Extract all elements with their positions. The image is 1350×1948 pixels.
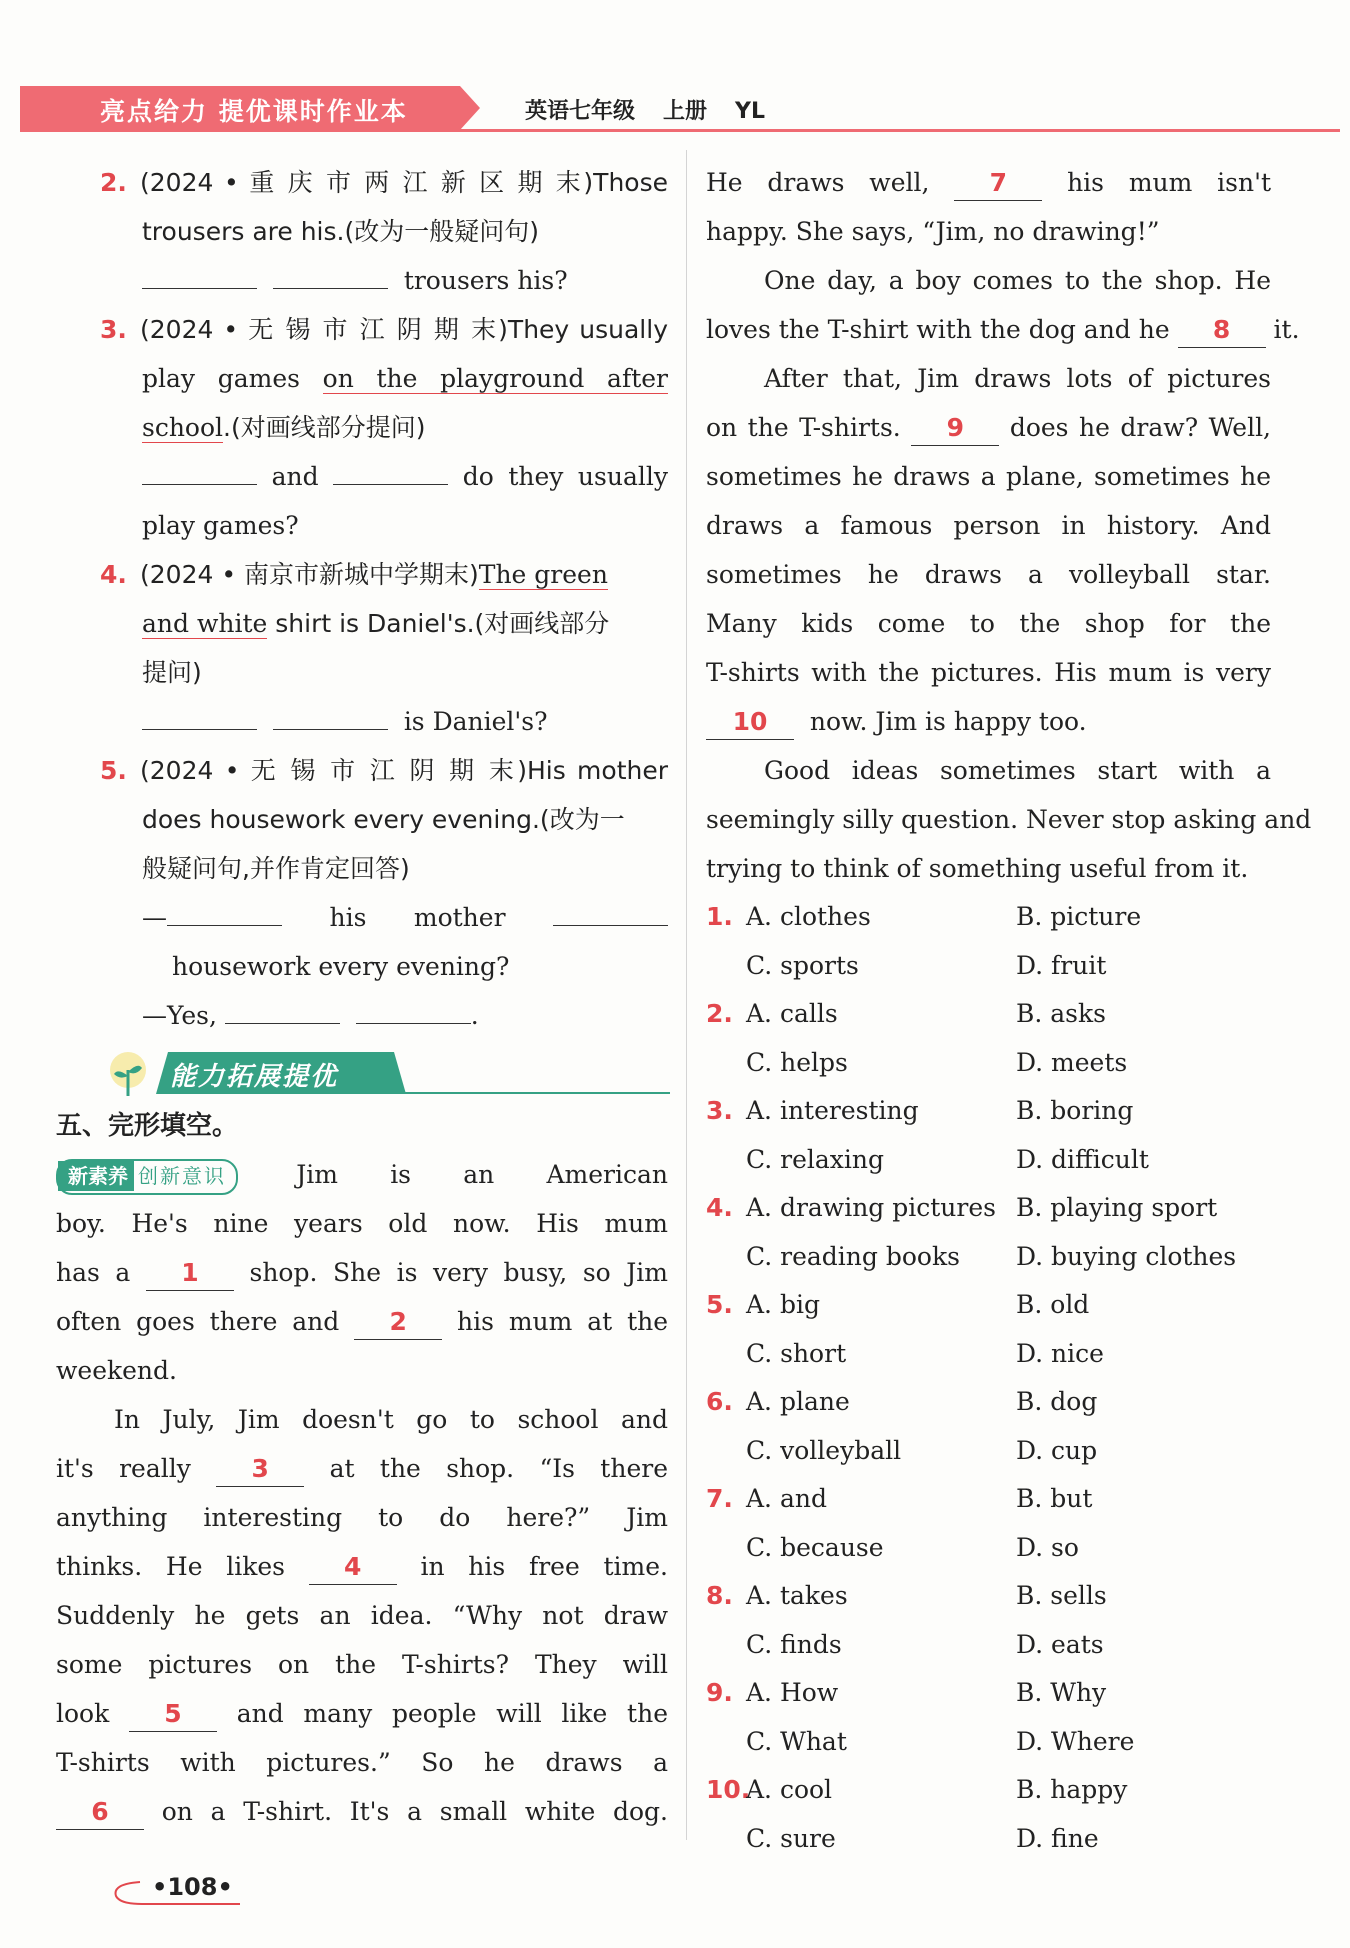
question-2-line-1: 2. (2024 • 重 庆 市 两 江 新 区 期 末)Those bbox=[100, 158, 668, 207]
option-row bbox=[706, 1524, 1271, 1573]
option-row bbox=[706, 1281, 1271, 1330]
question-3-line-5: play games? bbox=[142, 511, 299, 540]
cloze-blank-8[interactable]: 8 bbox=[1178, 313, 1266, 348]
option-a[interactable]: A. How bbox=[746, 1678, 839, 1707]
passage-line: boy. He's nine years old now. His mum bbox=[56, 1209, 668, 1238]
option-row bbox=[706, 1087, 1271, 1136]
question-number: 4. bbox=[100, 560, 127, 589]
passage-line: Suddenly he gets an idea. “Why not draw bbox=[56, 1601, 668, 1630]
option-a[interactable]: A. big bbox=[746, 1290, 820, 1319]
question-3-line-3: school.(对画线部分提问) bbox=[142, 413, 426, 442]
passage-line: 新素养 创新意识 Jim is an American bbox=[56, 1150, 668, 1199]
option-row bbox=[706, 1815, 1271, 1864]
passage-line: 6 on a T-shirt. It's a small white dog. bbox=[56, 1787, 668, 1836]
option-number: 4. bbox=[706, 1193, 733, 1222]
question-5-line-1: 5. (2024 • 无 锡 市 江 阴 期 末)His mother bbox=[100, 746, 668, 795]
passage-line: One day, a boy comes to the shop. He bbox=[764, 266, 1271, 295]
answer-blank[interactable] bbox=[273, 258, 388, 289]
option-number: 10. bbox=[706, 1775, 751, 1804]
option-row bbox=[706, 942, 1271, 991]
option-d[interactable]: D. meets bbox=[1016, 1047, 1128, 1077]
passage-line: After that, Jim draws lots of pictures bbox=[764, 364, 1271, 393]
underlined-text: The green bbox=[478, 560, 608, 589]
header-info bbox=[525, 94, 793, 125]
option-a[interactable]: A. and bbox=[746, 1484, 827, 1513]
option-row bbox=[706, 893, 1271, 942]
passage-line: happy. She says, “Jim, no drawing!” bbox=[706, 217, 1160, 246]
answer-blank[interactable] bbox=[142, 699, 257, 730]
cloze-blank-3[interactable]: 3 bbox=[216, 1452, 304, 1487]
option-b[interactable]: B. dog bbox=[1016, 1387, 1098, 1416]
option-d[interactable]: D. fine bbox=[1016, 1823, 1099, 1853]
option-number: 3. bbox=[706, 1096, 733, 1125]
option-c[interactable]: C. short bbox=[746, 1338, 847, 1368]
option-row bbox=[706, 1136, 1271, 1185]
option-c[interactable]: C. relaxing bbox=[746, 1144, 884, 1174]
header-divider bbox=[20, 129, 1340, 132]
option-a[interactable]: A. takes bbox=[746, 1581, 848, 1610]
cloze-blank-2[interactable]: 2 bbox=[354, 1305, 442, 1340]
passage-line: some pictures on the T-shirts? They will bbox=[56, 1650, 668, 1679]
banner-underline bbox=[390, 1092, 670, 1094]
passage-line: has a 1 shop. She is very busy, so Jim bbox=[56, 1248, 668, 1297]
option-row bbox=[706, 1427, 1271, 1476]
page-header bbox=[20, 86, 1340, 132]
option-a[interactable]: A. cool bbox=[746, 1775, 833, 1804]
question-5-line-5: housework every evening? bbox=[172, 952, 510, 981]
option-row bbox=[706, 1766, 1271, 1815]
passage-line: trying to think of something useful from it. bbox=[706, 854, 1249, 883]
option-row bbox=[706, 1184, 1271, 1233]
question-2-line-2: trousers are his.(改为一般疑问句) bbox=[142, 217, 539, 246]
question-number: 5. bbox=[100, 756, 127, 785]
question-number: 2. bbox=[100, 168, 127, 197]
answer-blank[interactable] bbox=[356, 993, 471, 1024]
cloze-blank-7[interactable]: 7 bbox=[954, 166, 1042, 201]
section-banner bbox=[100, 1046, 668, 1102]
option-row bbox=[706, 1572, 1271, 1621]
option-c[interactable]: C. volleyball bbox=[746, 1435, 902, 1465]
answer-blank[interactable] bbox=[167, 895, 282, 926]
option-b[interactable]: B. boring bbox=[1016, 1096, 1134, 1125]
option-c[interactable]: C. sports bbox=[746, 950, 859, 980]
answer-blank[interactable] bbox=[142, 258, 257, 289]
passage-line: on the T-shirts. 9 does he draw? Well, bbox=[706, 403, 1271, 452]
option-c[interactable]: C. reading books bbox=[746, 1241, 960, 1271]
answer-blank[interactable] bbox=[225, 993, 340, 1024]
option-row bbox=[706, 1378, 1271, 1427]
cloze-blank-9[interactable]: 9 bbox=[911, 411, 999, 446]
option-number: 7. bbox=[706, 1484, 733, 1513]
option-row bbox=[706, 1621, 1271, 1670]
passage-line: In July, Jim doesn't go to school and bbox=[114, 1405, 668, 1434]
question-3-line-1: 3. (2024 • 无 锡 市 江 阴 期 末)They usually bbox=[100, 305, 668, 354]
literacy-tag: 新素养 创新意识 bbox=[56, 1159, 238, 1195]
option-number: 2. bbox=[706, 999, 733, 1028]
option-a[interactable]: A. calls bbox=[746, 999, 838, 1028]
option-row bbox=[706, 1330, 1271, 1379]
passage-line: sometimes he draws a volleyball star. bbox=[706, 560, 1271, 589]
option-d[interactable]: D. so bbox=[1016, 1532, 1079, 1562]
banner-title: 能力拓展提优 bbox=[170, 1062, 339, 1092]
option-b[interactable]: B. but bbox=[1016, 1484, 1093, 1513]
question-4-answer: is Daniel's? bbox=[100, 697, 668, 746]
passage-line: T-shirts with the pictures. His mum is very bbox=[706, 658, 1271, 687]
underlined-text: and white bbox=[142, 609, 268, 638]
question-4-line-2: and white shirt is Daniel's.(对画线部分 bbox=[142, 609, 610, 638]
passage-line: T-shirts with pictures.” So he draws a bbox=[56, 1748, 668, 1777]
passage-line: often goes there and 2 his mum at the bbox=[56, 1297, 668, 1346]
header-edition: YL bbox=[735, 99, 765, 124]
option-row bbox=[706, 1039, 1271, 1088]
question-3-line-2: play games on the playground after bbox=[142, 364, 669, 393]
option-b[interactable]: B. old bbox=[1016, 1290, 1090, 1319]
passage-line: anything interesting to do here?” Jim bbox=[56, 1503, 668, 1532]
answer-blank[interactable] bbox=[553, 895, 668, 926]
option-d[interactable]: D. cup bbox=[1016, 1435, 1098, 1465]
right-column bbox=[706, 158, 1312, 1863]
header-brand: 亮点给力 提优课时作业本 bbox=[100, 97, 408, 126]
option-b[interactable]: B. happy bbox=[1016, 1775, 1128, 1804]
section-title: 五、完形填空。 bbox=[56, 1111, 239, 1141]
option-b[interactable]: B. sells bbox=[1016, 1581, 1107, 1610]
cloze-blank-5[interactable]: 5 bbox=[129, 1697, 217, 1732]
question-5-line-2: does housework every evening.(改为一 bbox=[142, 805, 625, 834]
option-c[interactable]: C. sure bbox=[746, 1823, 836, 1853]
passage-line: draws a famous person in history. And bbox=[706, 511, 1271, 540]
answer-blank[interactable] bbox=[142, 454, 257, 485]
option-c[interactable]: C. because bbox=[746, 1532, 884, 1562]
option-row bbox=[706, 990, 1271, 1039]
passage-line: it's really 3 at the shop. “Is there bbox=[56, 1444, 668, 1493]
underlined-text: on the playground after bbox=[322, 364, 669, 393]
passage-line: He draws well, 7 his mum isn't bbox=[706, 158, 1271, 207]
passage-line: seemingly silly question. Never stop asking and bbox=[706, 805, 1312, 834]
sprout-icon bbox=[100, 1046, 156, 1102]
passage-line: sometimes he draws a plane, sometimes he bbox=[706, 462, 1271, 491]
passage-line: look 5 and many people will like the bbox=[56, 1689, 668, 1738]
left-column bbox=[56, 158, 669, 1836]
option-c[interactable]: C. helps bbox=[746, 1047, 848, 1077]
page-number: •108• bbox=[152, 1873, 233, 1901]
option-number: 1. bbox=[706, 902, 733, 931]
option-b[interactable]: B. playing sport bbox=[1016, 1193, 1218, 1222]
option-b[interactable]: B. Why bbox=[1016, 1678, 1107, 1707]
option-row bbox=[706, 1669, 1271, 1718]
passage-line: Good ideas sometimes start with a bbox=[764, 756, 1271, 785]
question-5-line-3: 般疑问句,并作肯定回答) bbox=[142, 854, 410, 883]
question-5-answer-1: — his mother bbox=[100, 893, 668, 942]
option-d[interactable]: D. fruit bbox=[1016, 950, 1107, 980]
passage-line: Many kids come to the shop for the bbox=[706, 609, 1271, 638]
header-subject: 英语七年级 bbox=[525, 99, 636, 124]
option-number: 6. bbox=[706, 1387, 733, 1416]
option-d[interactable]: D. difficult bbox=[1016, 1144, 1149, 1174]
option-a[interactable]: A. clothes bbox=[746, 902, 871, 931]
option-number: 8. bbox=[706, 1581, 733, 1610]
passage-line: thinks. He likes 4 in his free time. bbox=[56, 1542, 668, 1591]
passage-line: 10 now. Jim is happy too. bbox=[706, 697, 1271, 746]
cloze-blank-6[interactable]: 6 bbox=[56, 1795, 144, 1830]
option-number: 5. bbox=[706, 1290, 733, 1319]
question-5-answer-2: —Yes, . bbox=[100, 991, 668, 1040]
answer-blank[interactable] bbox=[273, 699, 388, 730]
option-d[interactable]: D. buying clothes bbox=[1016, 1241, 1237, 1271]
question-4-line-1: 4. (2024 • 南京市新城中学期末)The green bbox=[100, 550, 668, 599]
option-b[interactable]: B. picture bbox=[1016, 902, 1142, 931]
option-d[interactable]: D. Where bbox=[1016, 1726, 1135, 1756]
cloze-blank-10[interactable]: 10 bbox=[706, 705, 794, 740]
column-divider bbox=[686, 150, 687, 1840]
option-row bbox=[706, 1233, 1271, 1282]
option-c[interactable]: C. What bbox=[746, 1726, 847, 1756]
question-3-answer: and do they usually bbox=[100, 452, 668, 501]
question-number: 3. bbox=[100, 315, 127, 344]
option-a[interactable]: A. interesting bbox=[746, 1096, 919, 1125]
underlined-text: school bbox=[142, 413, 224, 442]
option-number: 9. bbox=[706, 1678, 733, 1707]
option-c[interactable]: C. finds bbox=[746, 1629, 842, 1659]
passage-line: loves the T-shirt with the dog and he 8 it. bbox=[706, 305, 1271, 354]
passage-line: weekend. bbox=[56, 1356, 177, 1385]
header-volume: 上册 bbox=[663, 99, 708, 124]
option-row bbox=[706, 1475, 1271, 1524]
option-a[interactable]: A. drawing pictures bbox=[746, 1193, 996, 1222]
option-row bbox=[706, 1718, 1271, 1767]
cloze-blank-1[interactable]: 1 bbox=[146, 1256, 234, 1291]
option-d[interactable]: D. nice bbox=[1016, 1338, 1104, 1368]
option-d[interactable]: D. eats bbox=[1016, 1629, 1104, 1659]
question-4-line-3: 提问) bbox=[142, 658, 202, 687]
option-b[interactable]: B. asks bbox=[1016, 999, 1106, 1028]
cloze-blank-4[interactable]: 4 bbox=[309, 1550, 397, 1585]
answer-blank[interactable] bbox=[333, 454, 448, 485]
question-2-answer: trousers his? bbox=[100, 256, 668, 305]
option-a[interactable]: A. plane bbox=[746, 1387, 850, 1416]
answer-options bbox=[706, 893, 1271, 1863]
cloze-passage-left bbox=[56, 1150, 668, 1836]
